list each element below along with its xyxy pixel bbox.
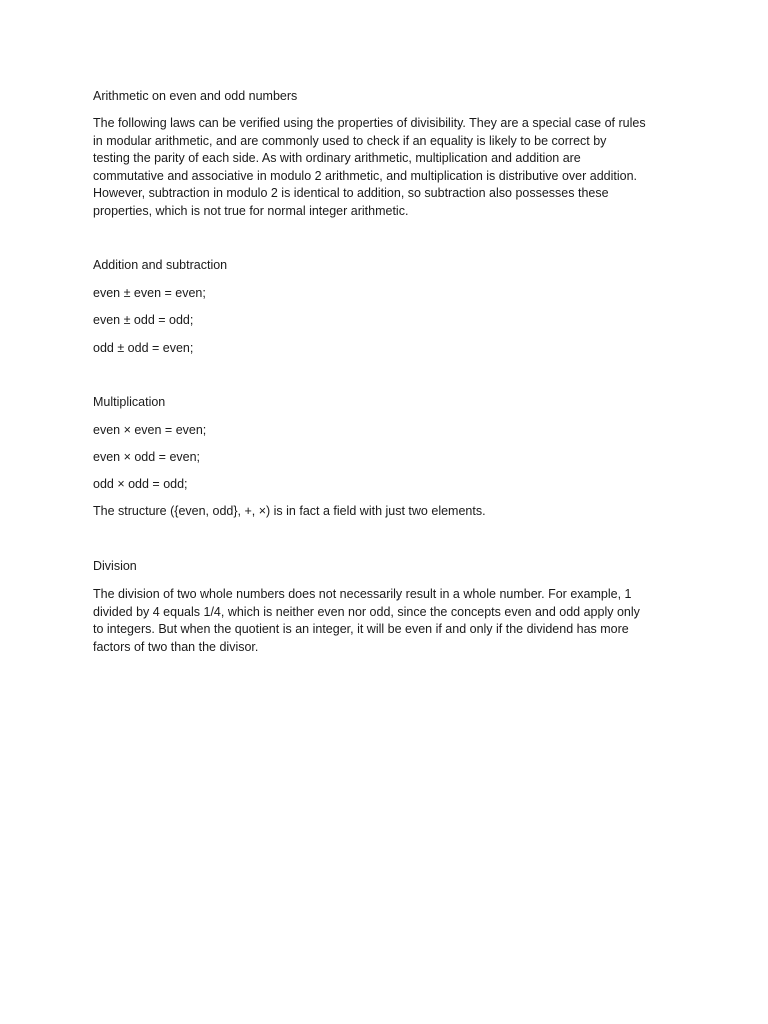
addition-rule: even ± even = even; xyxy=(93,286,206,300)
addition-rule: odd ± odd = even; xyxy=(93,341,194,355)
division-line: to integers. But when the quotient is an integer, it will be even if and only if the dividend has more xyxy=(93,622,629,636)
division-heading: Division xyxy=(93,559,137,573)
field-note: The structure ({even, odd}, +, ×) is in fact a field with just two elements. xyxy=(93,504,486,518)
addition-rule: even ± odd = odd; xyxy=(93,313,194,327)
addition-heading: Addition and subtraction xyxy=(93,258,228,272)
intro-line: commutative and associative in modulo 2 arithmetic, and multiplication is distributive over addition. xyxy=(93,168,638,183)
division-line: divided by 4 equals 1/4, which is neither even nor odd, since the concepts even and odd apply only xyxy=(93,604,640,619)
multiplication-rule: odd × odd = odd; xyxy=(93,477,188,491)
multiplication-heading: Multiplication xyxy=(93,395,166,409)
intro-line: in modular arithmetic, and are commonly used to check if an equality is likely to be correct by xyxy=(93,133,607,148)
division-paragraph xyxy=(93,586,683,656)
document-title: Arithmetic on even and odd numbers xyxy=(93,89,298,103)
multiplication-rule: even × odd = even; xyxy=(93,450,201,464)
multiplication-rule: even × even = even; xyxy=(93,423,207,437)
intro-line: However, subtraction in modulo 2 is identical to addition, so subtraction also possesses these xyxy=(93,186,609,200)
division-line: factors of two than the divisor. xyxy=(93,639,259,654)
intro-line: testing the parity of each side. As with ordinary arithmetic, multiplication and addition are xyxy=(93,151,581,165)
intro-line: The following laws can be verified using the properties of divisibility. They are a special case of rules xyxy=(93,116,646,130)
intro-paragraph xyxy=(93,115,683,220)
intro-line: properties, which is not true for normal integer arithmetic. xyxy=(93,203,409,218)
division-line: The division of two whole numbers does not necessarily result in a whole number. For example, 1 xyxy=(93,587,632,601)
